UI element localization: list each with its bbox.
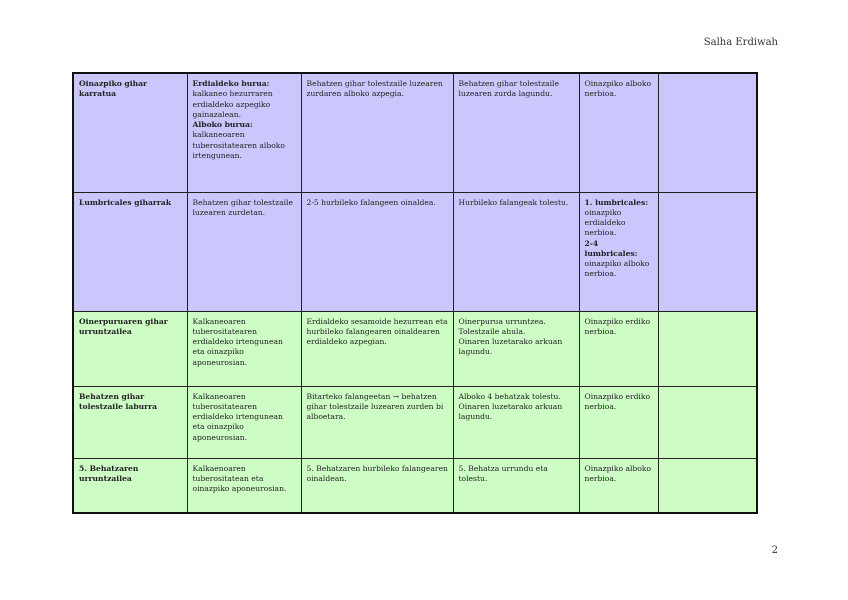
cell-subheading: Erdialdeko burua: <box>192 79 270 88</box>
cell-text: Bitarteko falangeetan → behatzen gihar tolestzaile luzearen zurden bi alboetara. <box>306 391 444 421</box>
table-cell-c4 <box>453 192 579 311</box>
table-cell-c2 <box>187 73 301 192</box>
cell-text: Oinazpiko alboko nerbioa. <box>584 79 652 99</box>
cell-text: Oinazpiko alboko nerbioa. <box>584 463 652 483</box>
table-cell-c6 <box>658 73 757 192</box>
table-cell-c4 <box>453 73 579 192</box>
muscle-name-cell: Oinerpuruaren gihar urruntzailea <box>73 311 187 386</box>
cell-text: Hurbileko falangeak tolestu. <box>458 197 569 207</box>
table-cell-c5 <box>579 458 658 513</box>
cell-text: Tolestzaile ahula. <box>458 326 526 336</box>
cell-text: Oinazpiko erdiko nerbioa. <box>584 391 651 411</box>
cell-text: 5. Behatzaren hurbileko falangearen oinaldean. <box>306 463 448 483</box>
table-cell-c2 <box>187 192 301 311</box>
table-cell-c5 <box>579 192 658 311</box>
table-row <box>73 192 757 311</box>
table-cell-c3 <box>301 192 453 311</box>
table-cell-c5 <box>579 386 658 458</box>
table-row <box>73 311 757 386</box>
cell-text: Behatzen gihar tolestzaile luzearen zurdetan. <box>192 197 293 217</box>
table-row <box>73 73 757 192</box>
table-cell-c3 <box>301 73 453 192</box>
cell-text: Erdialdeko sesamoide hezurrean eta hurbileko falangearen oinaldearen erdialdeko azpegian. <box>306 316 448 346</box>
table-cell-c6 <box>658 311 757 386</box>
cell-text: Kalkaneoaren tuberositatearen erdialdeko irtengunean eta oinazpiko aponeurosian. <box>192 391 283 442</box>
table-cell-c5 <box>579 311 658 386</box>
table-cell-c3 <box>301 458 453 513</box>
cell-subheading: Alboko burua: <box>192 120 253 129</box>
cell-text: oinazpiko alboko nerbioa. <box>584 259 650 279</box>
table-cell-c4 <box>453 386 579 458</box>
cell-text: Behatzen gihar tolestzaile luzearen zurdaren alboko azpegia. <box>306 79 443 99</box>
cell-subheading: 1. lumbricales: <box>584 197 649 207</box>
table-cell-c2 <box>187 386 301 458</box>
table-cell-c2 <box>187 311 301 386</box>
muscle-table <box>72 72 758 514</box>
table-cell-c2 <box>187 458 301 513</box>
table-cell-c6 <box>658 386 757 458</box>
muscle-name-cell: Behatzen gihar tolestzaile laburra <box>73 386 187 458</box>
muscle-name-cell: 5. Behatzaren urruntzailea <box>73 458 187 513</box>
table-cell-c6 <box>658 458 757 513</box>
muscle-name-cell: Oinazpiko gihar karratua <box>73 73 187 192</box>
cell-text: Kalkaenoaren tuberositatean eta oinazpiko aponeurosian. <box>192 463 287 493</box>
table-cell-c3 <box>301 386 453 458</box>
table-cell-c5 <box>579 73 658 192</box>
table-cell-c6 <box>658 192 757 311</box>
cell-subheading: 2-4 lumbricales: <box>584 238 638 258</box>
cell-text: oinazpiko erdialdeko nerbioa. <box>584 207 626 238</box>
cell-text: Behatzen gihar tolestzaile luzearen zurda lagundu. <box>458 79 559 99</box>
table-cell-c4 <box>453 311 579 386</box>
cell-text: Kalkaneoaren tuberositatearen erdialdeko irtengunean eta oinazpiko aponeurosian. <box>192 316 283 367</box>
cell-text: kalkaneoaren tuberositatearen alboko irtengunean. <box>192 130 285 160</box>
muscle-name-cell: Lumbricales giharrak <box>73 192 187 311</box>
cell-text: kalkaneo hezurraren erdialdeko azpegiko gainazalean. <box>192 89 273 119</box>
cell-text: Oinaren luzetarako arkuan lagundu. <box>458 401 563 421</box>
cell-text: 2-5 hurbileko falangeen oinaldea. <box>306 197 436 207</box>
cell-text: Oinerpurua urruntzea. <box>458 316 546 326</box>
author-name: Salha Erdiwah <box>703 37 778 48</box>
cell-text: Oinaren luzetarako arkuan lagundu. <box>458 337 563 357</box>
table-cell-c4 <box>453 458 579 513</box>
cell-text: Alboko 4 behatzak tolestu. <box>458 391 561 401</box>
table-row <box>73 386 757 458</box>
cell-text: Oinazpiko erdiko nerbioa. <box>584 316 651 336</box>
cell-text: 5. Behatza urrundu eta tolestu. <box>458 463 548 483</box>
table-body <box>73 73 757 513</box>
table-row <box>73 458 757 513</box>
page-number: 2 <box>771 545 778 556</box>
table-cell-c3 <box>301 311 453 386</box>
